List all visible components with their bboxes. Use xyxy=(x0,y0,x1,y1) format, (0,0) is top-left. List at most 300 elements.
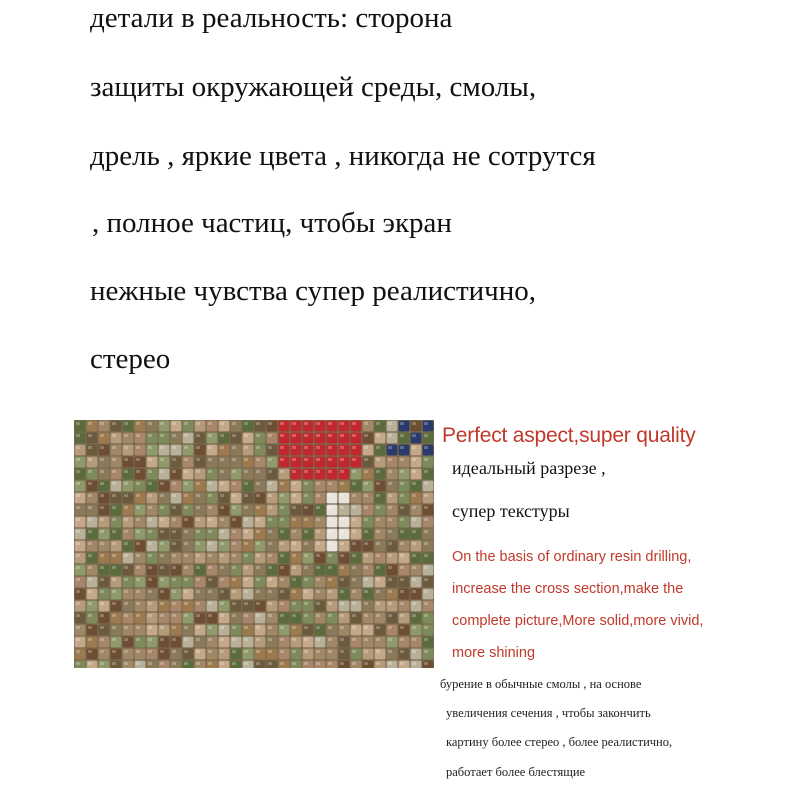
mosaic-drill-highlight xyxy=(100,578,104,581)
mosaic-drill-highlight xyxy=(124,662,128,665)
mosaic-drill-highlight xyxy=(88,470,92,473)
mosaic-drill-highlight xyxy=(292,458,296,461)
mosaic-drill-highlight xyxy=(352,554,356,557)
mosaic-drill-highlight xyxy=(196,506,200,509)
mosaic-drill-highlight xyxy=(112,458,116,461)
mosaic-drill-highlight xyxy=(88,434,92,437)
mosaic-drill-highlight xyxy=(220,638,224,641)
mosaic-drill-highlight xyxy=(292,650,296,653)
mosaic-drill-highlight xyxy=(160,542,164,545)
mosaic-drill-highlight xyxy=(220,626,224,629)
mosaic-drill-highlight xyxy=(376,518,380,521)
mosaic-drill-highlight xyxy=(220,494,224,497)
mosaic-drill-highlight xyxy=(376,494,380,497)
mosaic-drill-highlight xyxy=(340,614,344,617)
mosaic-drill-highlight xyxy=(100,638,104,641)
mosaic-drill-highlight xyxy=(100,650,104,653)
mosaic-drill-highlight xyxy=(388,530,392,533)
mosaic-drill-highlight xyxy=(100,566,104,569)
mosaic-drill-highlight xyxy=(148,518,152,521)
mosaic-drill-highlight xyxy=(184,542,188,545)
mosaic-drill-highlight xyxy=(364,662,368,665)
mosaic-drill-highlight xyxy=(376,530,380,533)
mosaic-drill-highlight xyxy=(148,530,152,533)
mosaic-drill-highlight xyxy=(196,422,200,425)
mosaic-drill-highlight xyxy=(292,638,296,641)
mosaic-drill-highlight xyxy=(208,590,212,593)
mosaic-drill-highlight xyxy=(376,458,380,461)
mosaic-drill-highlight xyxy=(160,422,164,425)
mosaic-drill-highlight xyxy=(232,566,236,569)
mosaic-drill-highlight xyxy=(124,482,128,485)
mosaic-drill-highlight xyxy=(292,470,296,473)
mosaic-drill-highlight xyxy=(328,566,332,569)
mosaic-drill-highlight xyxy=(124,650,128,653)
mosaic-drill-highlight xyxy=(316,446,320,449)
mosaic-drill-highlight xyxy=(124,494,128,497)
mosaic-drill-highlight xyxy=(316,470,320,473)
mosaic-drill-highlight xyxy=(208,482,212,485)
mosaic-drill-highlight xyxy=(364,530,368,533)
mosaic-drill-highlight xyxy=(340,662,344,665)
mosaic-drill-highlight xyxy=(388,422,392,425)
mosaic-drill-highlight xyxy=(220,566,224,569)
description-line: детали в реальность: сторона xyxy=(90,2,453,34)
mosaic-drill-highlight xyxy=(148,638,152,641)
mosaic-drill-highlight xyxy=(364,470,368,473)
mosaic-drill-highlight xyxy=(160,494,164,497)
mosaic-drill-highlight xyxy=(280,626,284,629)
mosaic-drill-highlight xyxy=(112,482,116,485)
mosaic-drill-highlight xyxy=(184,458,188,461)
mosaic-drill-highlight xyxy=(340,590,344,593)
mosaic-drill-highlight xyxy=(196,482,200,485)
mosaic-drill-highlight xyxy=(364,602,368,605)
mosaic-drill-highlight xyxy=(292,566,296,569)
mosaic-drill-highlight xyxy=(160,470,164,473)
mosaic-drill-highlight xyxy=(316,458,320,461)
mosaic-drill-highlight xyxy=(112,566,116,569)
mosaic-drill-highlight xyxy=(196,578,200,581)
description-line: стерео xyxy=(90,343,171,375)
mosaic-drill-highlight xyxy=(328,470,332,473)
mosaic-drill-highlight xyxy=(280,434,284,437)
mosaic-drill-highlight xyxy=(364,506,368,509)
mosaic-drill-highlight xyxy=(304,470,308,473)
mosaic-drill-highlight xyxy=(280,530,284,533)
mosaic-drill-highlight xyxy=(304,458,308,461)
mosaic-drill-highlight xyxy=(196,590,200,593)
mosaic-drill-highlight xyxy=(388,458,392,461)
mosaic-drill-highlight xyxy=(244,626,248,629)
mosaic-drill-highlight xyxy=(268,470,272,473)
mosaic-drill-highlight xyxy=(232,494,236,497)
mosaic-drill-highlight xyxy=(412,662,416,665)
mosaic-drill-highlight xyxy=(268,494,272,497)
mosaic-drill-highlight xyxy=(244,542,248,545)
mosaic-drill-highlight xyxy=(232,626,236,629)
mosaic-drill-highlight xyxy=(160,506,164,509)
mosaic-drill-highlight xyxy=(244,494,248,497)
mosaic-drill-highlight xyxy=(280,470,284,473)
mosaic-drill-highlight xyxy=(172,614,176,617)
mosaic-drill-highlight xyxy=(88,554,92,557)
mosaic-drill-highlight xyxy=(400,614,404,617)
mosaic-drill-highlight xyxy=(112,470,116,473)
mosaic-drill-highlight xyxy=(184,614,188,617)
mosaic-drill-highlight xyxy=(112,662,116,665)
mosaic-drill-highlight xyxy=(196,518,200,521)
mosaic-drill-highlight xyxy=(220,470,224,473)
mosaic-drill-highlight xyxy=(424,638,428,641)
mosaic-drill-highlight xyxy=(232,590,236,593)
mosaic-drill-highlight xyxy=(208,542,212,545)
mosaic-drill-highlight xyxy=(160,614,164,617)
mosaic-drill-highlight xyxy=(280,542,284,545)
mosaic-drill-highlight xyxy=(256,506,260,509)
mosaic-drill-highlight xyxy=(232,578,236,581)
mosaic-drill-highlight xyxy=(88,650,92,653)
mosaic-drill-highlight xyxy=(256,422,260,425)
mosaic-drill-highlight xyxy=(124,554,128,557)
mosaic-drill-highlight xyxy=(100,506,104,509)
mosaic-drill-highlight xyxy=(76,422,80,425)
mosaic-drill-highlight xyxy=(400,554,404,557)
mosaic-drill-highlight xyxy=(148,542,152,545)
mosaic-drill-highlight xyxy=(268,434,272,437)
mosaic-drill-highlight xyxy=(112,446,116,449)
mosaic-drill-highlight xyxy=(136,422,140,425)
mosaic-drill-highlight xyxy=(328,554,332,557)
mosaic-drill-highlight xyxy=(328,602,332,605)
mosaic-drill-highlight xyxy=(76,566,80,569)
mosaic-drill-highlight xyxy=(208,662,212,665)
mosaic-drill-highlight xyxy=(340,434,344,437)
feature-en-desc-line: increase the cross section,make the xyxy=(452,581,684,597)
mosaic-drill-highlight xyxy=(124,542,128,545)
mosaic-drill-highlight xyxy=(340,530,344,533)
mosaic-drill-highlight xyxy=(340,638,344,641)
mosaic-drill-highlight xyxy=(76,626,80,629)
mosaic-drill-highlight xyxy=(244,554,248,557)
mosaic-drill-highlight xyxy=(160,446,164,449)
mosaic-drill-highlight xyxy=(124,530,128,533)
mosaic-drill-highlight xyxy=(232,530,236,533)
mosaic-drill-highlight xyxy=(292,602,296,605)
mosaic-drill-highlight xyxy=(196,638,200,641)
mosaic-drill-highlight xyxy=(244,458,248,461)
mosaic-drill-highlight xyxy=(268,590,272,593)
mosaic-drill-highlight xyxy=(268,614,272,617)
mosaic-drill-highlight xyxy=(280,458,284,461)
mosaic-drill-highlight xyxy=(76,638,80,641)
mosaic-drill-highlight xyxy=(172,590,176,593)
mosaic-drill-highlight xyxy=(196,458,200,461)
mosaic-drill-highlight xyxy=(124,434,128,437)
mosaic-drill-highlight xyxy=(256,590,260,593)
mosaic-drill-highlight xyxy=(76,662,80,665)
mosaic-drill-highlight xyxy=(184,470,188,473)
mosaic-drill-highlight xyxy=(280,590,284,593)
mosaic-drill-highlight xyxy=(148,578,152,581)
mosaic-drill-highlight xyxy=(412,446,416,449)
mosaic-drill-highlight xyxy=(400,494,404,497)
mosaic-drill-highlight xyxy=(256,602,260,605)
mosaic-drill-highlight xyxy=(232,638,236,641)
mosaic-drill-highlight xyxy=(208,506,212,509)
mosaic-drill-highlight xyxy=(100,494,104,497)
mosaic-drill-highlight xyxy=(268,506,272,509)
mosaic-drill-highlight xyxy=(136,554,140,557)
mosaic-drill-highlight xyxy=(304,590,308,593)
mosaic-drill-highlight xyxy=(208,626,212,629)
mosaic-drill-highlight xyxy=(292,542,296,545)
mosaic-drill-highlight xyxy=(244,662,248,665)
mosaic-drill-highlight xyxy=(268,566,272,569)
mosaic-drill-highlight xyxy=(292,494,296,497)
mosaic-drill-highlight xyxy=(76,542,80,545)
mosaic-drill-highlight xyxy=(208,494,212,497)
mosaic-drill-highlight xyxy=(208,470,212,473)
mosaic-drill-highlight xyxy=(136,446,140,449)
mosaic-drill-highlight xyxy=(112,542,116,545)
mosaic-drill-highlight xyxy=(340,602,344,605)
mosaic-drill-highlight xyxy=(196,542,200,545)
mosaic-drill-highlight xyxy=(388,638,392,641)
mosaic-drill-highlight xyxy=(124,566,128,569)
mosaic-drill-highlight xyxy=(256,554,260,557)
mosaic-drill-highlight xyxy=(184,566,188,569)
mosaic-drill-highlight xyxy=(280,650,284,653)
mosaic-drill-highlight xyxy=(160,626,164,629)
feature-ru-desc-line: работает более блестящие xyxy=(446,765,586,779)
mosaic-drill-highlight xyxy=(268,530,272,533)
mosaic-drill-highlight xyxy=(304,626,308,629)
mosaic-drill-highlight xyxy=(412,482,416,485)
mosaic-drill-highlight xyxy=(232,614,236,617)
mosaic-drill-highlight xyxy=(268,458,272,461)
mosaic-drill-highlight xyxy=(100,554,104,557)
mosaic-drill-highlight xyxy=(136,494,140,497)
mosaic-drill-highlight xyxy=(364,494,368,497)
mosaic-drill-highlight xyxy=(268,482,272,485)
mosaic-drill-highlight xyxy=(196,662,200,665)
mosaic-drill-highlight xyxy=(244,482,248,485)
mosaic-drill-highlight xyxy=(88,518,92,521)
mosaic-drill-highlight xyxy=(400,422,404,425)
mosaic-drill-highlight xyxy=(172,554,176,557)
mosaic-drill-highlight xyxy=(88,530,92,533)
mosaic-drill-highlight xyxy=(376,590,380,593)
mosaic-drill-highlight xyxy=(328,578,332,581)
mosaic-drill-highlight xyxy=(76,650,80,653)
mosaic-drill-highlight xyxy=(88,626,92,629)
mosaic-drill-highlight xyxy=(256,614,260,617)
mosaic-drill-highlight xyxy=(304,638,308,641)
mosaic-drill-highlight xyxy=(280,482,284,485)
mosaic-drill-highlight xyxy=(316,578,320,581)
mosaic-drill-highlight xyxy=(364,590,368,593)
mosaic-drill-highlight xyxy=(376,506,380,509)
mosaic-drill-highlight xyxy=(412,518,416,521)
mosaic-drill-highlight xyxy=(184,554,188,557)
mosaic-drill-highlight xyxy=(76,446,80,449)
mosaic-drill-highlight xyxy=(340,650,344,653)
mosaic-drill-highlight xyxy=(100,518,104,521)
mosaic-drill-highlight xyxy=(424,578,428,581)
mosaic-drill-highlight xyxy=(340,446,344,449)
mosaic-drill-highlight xyxy=(244,650,248,653)
mosaic-drill-highlight xyxy=(292,626,296,629)
mosaic-drill-highlight xyxy=(112,530,116,533)
mosaic-drill-highlight xyxy=(88,590,92,593)
mosaic-drill-highlight xyxy=(88,458,92,461)
mosaic-drill-highlight xyxy=(244,506,248,509)
mosaic-drill-highlight xyxy=(340,458,344,461)
mosaic-drill-highlight xyxy=(364,650,368,653)
mosaic-drill-highlight xyxy=(220,602,224,605)
mosaic-drill-highlight xyxy=(100,482,104,485)
mosaic-drill-highlight xyxy=(400,650,404,653)
mosaic-drill-highlight xyxy=(388,506,392,509)
mosaic-drill-highlight xyxy=(160,590,164,593)
mosaic-drill-highlight xyxy=(388,566,392,569)
mosaic-drill-highlight xyxy=(304,650,308,653)
mosaic-drill-highlight xyxy=(280,494,284,497)
mosaic-drill-highlight xyxy=(292,434,296,437)
mosaic-drill-highlight xyxy=(100,614,104,617)
mosaic-drill-highlight xyxy=(292,482,296,485)
mosaic-drill-highlight xyxy=(424,626,428,629)
mosaic-drill-highlight xyxy=(268,422,272,425)
mosaic-drill-highlight xyxy=(256,650,260,653)
mosaic-drill-highlight xyxy=(112,626,116,629)
mosaic-drill-highlight xyxy=(100,602,104,605)
mosaic-drill-highlight xyxy=(388,470,392,473)
mosaic-drill-highlight xyxy=(256,578,260,581)
mosaic-drill-highlight xyxy=(256,470,260,473)
mosaic-drill-highlight xyxy=(208,602,212,605)
mosaic-drill-highlight xyxy=(328,614,332,617)
mosaic-drill-highlight xyxy=(148,506,152,509)
mosaic-drill-highlight xyxy=(424,422,428,425)
mosaic-drill-highlight xyxy=(148,446,152,449)
mosaic-drill-highlight xyxy=(376,578,380,581)
mosaic-drill-highlight xyxy=(388,434,392,437)
mosaic-drill-highlight xyxy=(364,446,368,449)
mosaic-drill-highlight xyxy=(220,614,224,617)
mosaic-drill-highlight xyxy=(256,518,260,521)
mosaic-drill-highlight xyxy=(220,650,224,653)
mosaic-drill-highlight xyxy=(304,554,308,557)
mosaic-drill-highlight xyxy=(316,662,320,665)
mosaic-drill-highlight xyxy=(376,542,380,545)
mosaic-drill-highlight xyxy=(184,422,188,425)
mosaic-drill-highlight xyxy=(268,638,272,641)
mosaic-drill-highlight xyxy=(76,494,80,497)
mosaic-drill-highlight xyxy=(172,434,176,437)
mosaic-drill-highlight xyxy=(220,518,224,521)
mosaic-drill-highlight xyxy=(364,626,368,629)
mosaic-drill-highlight xyxy=(172,578,176,581)
mosaic-drill-highlight xyxy=(160,566,164,569)
mosaic-drill-highlight xyxy=(316,518,320,521)
mosaic-drill-highlight xyxy=(172,446,176,449)
description-line: дрель , яркие цвета , никогда не сотрутся xyxy=(90,140,596,172)
mosaic-drill-highlight xyxy=(184,602,188,605)
mosaic-drill-highlight xyxy=(124,602,128,605)
mosaic-drill-highlight xyxy=(292,578,296,581)
mosaic-drill-highlight xyxy=(352,578,356,581)
mosaic-drill-highlight xyxy=(400,446,404,449)
mosaic-drill-highlight xyxy=(184,578,188,581)
mosaic-drill-highlight xyxy=(232,554,236,557)
mosaic-drill-highlight xyxy=(184,482,188,485)
mosaic-drill-highlight xyxy=(244,422,248,425)
mosaic-drill-highlight xyxy=(76,614,80,617)
mosaic-drill-highlight xyxy=(220,542,224,545)
mosaic-drill-highlight xyxy=(172,506,176,509)
mosaic-drill-highlight xyxy=(376,662,380,665)
mosaic-drill-highlight xyxy=(208,614,212,617)
mosaic-drill-highlight xyxy=(220,458,224,461)
mosaic-drill-highlight xyxy=(316,566,320,569)
mosaic-drill-highlight xyxy=(160,662,164,665)
mosaic-drill-highlight xyxy=(256,446,260,449)
mosaic-drill-highlight xyxy=(100,542,104,545)
mosaic-drill-highlight xyxy=(316,614,320,617)
mosaic-drill-highlight xyxy=(340,422,344,425)
mosaic-drill-highlight xyxy=(76,554,80,557)
mosaic-drill-highlight xyxy=(304,530,308,533)
mosaic-drill-highlight xyxy=(400,482,404,485)
mosaic-drill-highlight xyxy=(412,458,416,461)
mosaic-drill-highlight xyxy=(184,530,188,533)
mosaic-drill-highlight xyxy=(400,590,404,593)
mosaic-drill-highlight xyxy=(208,518,212,521)
mosaic-drill-highlight xyxy=(412,614,416,617)
mosaic-drill-highlight xyxy=(268,662,272,665)
mosaic-drill-highlight xyxy=(424,470,428,473)
mosaic-drill-highlight xyxy=(340,506,344,509)
mosaic-drill-highlight xyxy=(220,482,224,485)
mosaic-drill-highlight xyxy=(424,458,428,461)
mosaic-drill-highlight xyxy=(280,602,284,605)
mosaic-drill-highlight xyxy=(328,530,332,533)
mosaic-drill-highlight xyxy=(424,434,428,437)
mosaic-drill-highlight xyxy=(412,626,416,629)
mosaic-drill-highlight xyxy=(328,638,332,641)
mosaic-drill-highlight xyxy=(112,554,116,557)
mosaic-drill-highlight xyxy=(400,578,404,581)
mosaic-drill-highlight xyxy=(340,518,344,521)
mosaic-drill-highlight xyxy=(124,422,128,425)
mosaic-drill-highlight xyxy=(328,542,332,545)
mosaic-drill-highlight xyxy=(424,554,428,557)
mosaic-drill-highlight xyxy=(112,602,116,605)
mosaic-drill-highlight xyxy=(256,494,260,497)
mosaic-drill-highlight xyxy=(400,530,404,533)
feature-ru-desc-line: увеличения сечения , чтобы закончить xyxy=(446,706,651,720)
mosaic-drill-highlight xyxy=(256,458,260,461)
mosaic-drill-highlight xyxy=(352,614,356,617)
mosaic-drill-highlight xyxy=(412,578,416,581)
mosaic-drill-highlight xyxy=(388,578,392,581)
mosaic-drill-highlight xyxy=(424,482,428,485)
mosaic-drill-highlight xyxy=(364,434,368,437)
mosaic-drill-highlight xyxy=(412,554,416,557)
mosaic-drill-highlight xyxy=(124,578,128,581)
